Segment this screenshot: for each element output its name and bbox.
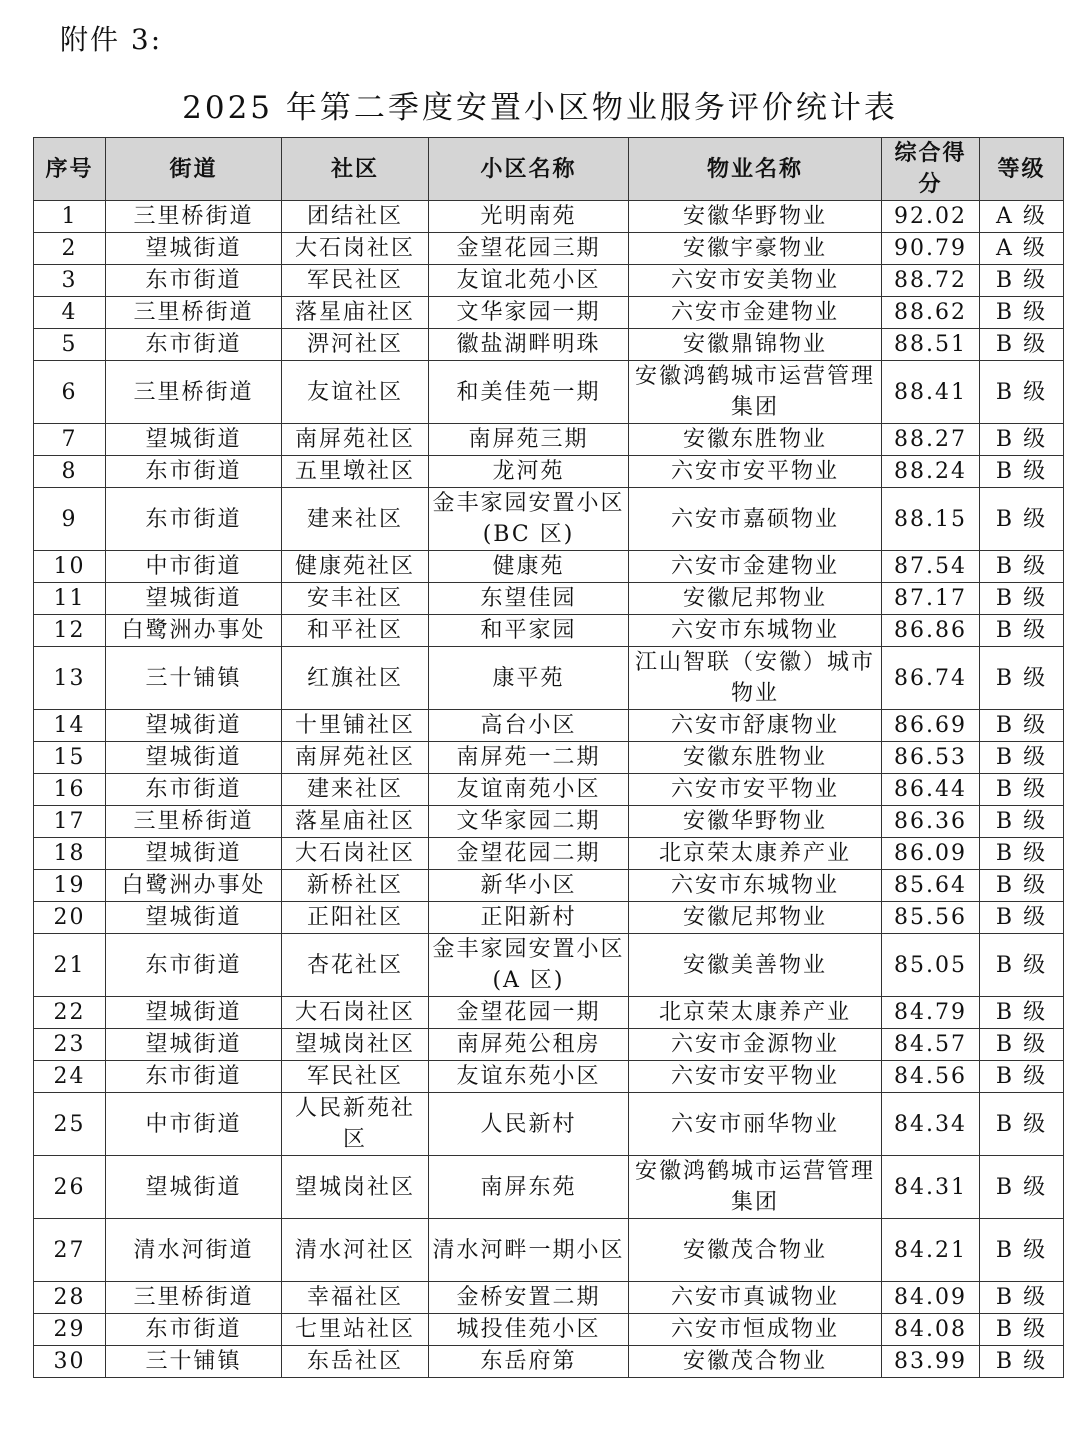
property-company-cell: 六安市东城物业	[629, 615, 882, 647]
estate-name-cell: 金桥安置二期	[429, 1282, 629, 1314]
property-company-cell: 安徽宇豪物业	[629, 233, 882, 265]
street-cell: 白鹭洲办事处	[106, 870, 282, 902]
estate-name-cell: 南屏苑公租房	[429, 1029, 629, 1061]
street-cell: 望城街道	[106, 997, 282, 1029]
table-row	[34, 583, 1064, 615]
row-index: 23	[34, 1029, 106, 1061]
street-cell: 白鹭洲办事处	[106, 615, 282, 647]
column-header: 物业名称	[629, 138, 882, 201]
score-cell: 83.99	[882, 1346, 980, 1378]
row-index: 21	[34, 934, 106, 997]
table-row	[34, 902, 1064, 934]
table-row	[34, 742, 1064, 774]
community-cell: 杏花社区	[282, 934, 429, 997]
grade-cell: B 级	[980, 806, 1064, 838]
score-cell: 88.15	[882, 488, 980, 551]
street-cell: 东市街道	[106, 774, 282, 806]
row-index: 17	[34, 806, 106, 838]
score-cell: 88.24	[882, 456, 980, 488]
street-cell: 三里桥街道	[106, 297, 282, 329]
property-company-cell: 六安市金建物业	[629, 297, 882, 329]
table-row	[34, 1314, 1064, 1346]
estate-name-cell: 清水河畔一期小区	[429, 1219, 629, 1282]
grade-cell: B 级	[980, 1093, 1064, 1156]
score-cell: 86.36	[882, 806, 980, 838]
grade-cell: B 级	[980, 488, 1064, 551]
table-row	[34, 647, 1064, 710]
score-cell: 86.44	[882, 774, 980, 806]
grade-cell: B 级	[980, 265, 1064, 297]
estate-name-cell: 南屏东苑	[429, 1156, 629, 1219]
row-index: 10	[34, 551, 106, 583]
street-cell: 三里桥街道	[106, 806, 282, 838]
table-row	[34, 233, 1064, 265]
street-cell: 东市街道	[106, 934, 282, 997]
row-index: 25	[34, 1093, 106, 1156]
property-company-cell: 北京荣太康养产业	[629, 997, 882, 1029]
row-index: 12	[34, 615, 106, 647]
property-company-cell: 安徽华野物业	[629, 201, 882, 233]
score-cell: 85.64	[882, 870, 980, 902]
street-cell: 东市街道	[106, 1061, 282, 1093]
score-cell: 84.57	[882, 1029, 980, 1061]
score-cell: 88.27	[882, 424, 980, 456]
grade-cell: B 级	[980, 647, 1064, 710]
table-row	[34, 201, 1064, 233]
property-company-cell: 六安市金建物业	[629, 551, 882, 583]
street-cell: 三十铺镇	[106, 647, 282, 710]
community-cell: 建来社区	[282, 488, 429, 551]
estate-name-cell: 和美佳苑一期	[429, 361, 629, 424]
table-row	[34, 615, 1064, 647]
estate-name-cell: 金望花园二期	[429, 838, 629, 870]
grade-cell: B 级	[980, 710, 1064, 742]
street-cell: 望城街道	[106, 1029, 282, 1061]
community-cell: 落星庙社区	[282, 806, 429, 838]
estate-name-cell: 友谊东苑小区	[429, 1061, 629, 1093]
row-index: 24	[34, 1061, 106, 1093]
community-cell: 五里墩社区	[282, 456, 429, 488]
street-cell: 东市街道	[106, 329, 282, 361]
estate-name-cell: 人民新村	[429, 1093, 629, 1156]
community-cell: 淠河社区	[282, 329, 429, 361]
grade-cell: B 级	[980, 1219, 1064, 1282]
property-company-cell: 安徽鸿鹤城市运营管理集团	[629, 1156, 882, 1219]
community-cell: 大石岗社区	[282, 233, 429, 265]
property-company-cell: 安徽茂合物业	[629, 1219, 882, 1282]
community-cell: 大石岗社区	[282, 838, 429, 870]
table-row	[34, 838, 1064, 870]
estate-name-cell: 金望花园一期	[429, 997, 629, 1029]
score-cell: 84.31	[882, 1156, 980, 1219]
grade-cell: B 级	[980, 456, 1064, 488]
score-cell: 84.79	[882, 997, 980, 1029]
community-cell: 正阳社区	[282, 902, 429, 934]
street-cell: 清水河街道	[106, 1219, 282, 1282]
table-row	[34, 329, 1064, 361]
row-index: 2	[34, 233, 106, 265]
row-index: 26	[34, 1156, 106, 1219]
table-row	[34, 488, 1064, 551]
property-company-cell: 六安市金源物业	[629, 1029, 882, 1061]
grade-cell: B 级	[980, 361, 1064, 424]
property-company-cell: 六安市安美物业	[629, 265, 882, 297]
row-index: 27	[34, 1219, 106, 1282]
community-cell: 红旗社区	[282, 647, 429, 710]
grade-cell: B 级	[980, 1061, 1064, 1093]
score-cell: 88.62	[882, 297, 980, 329]
table-row	[34, 870, 1064, 902]
community-cell: 健康苑社区	[282, 551, 429, 583]
score-cell: 88.51	[882, 329, 980, 361]
row-index: 7	[34, 424, 106, 456]
table-row	[34, 1346, 1064, 1378]
score-cell: 87.54	[882, 551, 980, 583]
community-cell: 安丰社区	[282, 583, 429, 615]
grade-cell: B 级	[980, 297, 1064, 329]
street-cell: 东市街道	[106, 488, 282, 551]
estate-name-cell: 徽盐湖畔明珠	[429, 329, 629, 361]
grade-cell: A 级	[980, 201, 1064, 233]
estate-name-cell: 新华小区	[429, 870, 629, 902]
row-index: 5	[34, 329, 106, 361]
table-row	[34, 997, 1064, 1029]
score-cell: 85.56	[882, 902, 980, 934]
community-cell: 大石岗社区	[282, 997, 429, 1029]
property-company-cell: 江山智联（安徽）城市物业	[629, 647, 882, 710]
score-cell: 84.21	[882, 1219, 980, 1282]
score-cell: 84.34	[882, 1093, 980, 1156]
grade-cell: A 级	[980, 233, 1064, 265]
row-index: 3	[34, 265, 106, 297]
grade-cell: B 级	[980, 551, 1064, 583]
community-cell: 南屏苑社区	[282, 424, 429, 456]
row-index: 4	[34, 297, 106, 329]
street-cell: 三里桥街道	[106, 201, 282, 233]
estate-name-cell: 南屏苑一二期	[429, 742, 629, 774]
row-index: 13	[34, 647, 106, 710]
community-cell: 七里站社区	[282, 1314, 429, 1346]
street-cell: 中市街道	[106, 551, 282, 583]
grade-cell: B 级	[980, 424, 1064, 456]
score-cell: 84.56	[882, 1061, 980, 1093]
grade-cell: B 级	[980, 1346, 1064, 1378]
column-header: 序号	[34, 138, 106, 201]
property-company-cell: 六安市安平物业	[629, 1061, 882, 1093]
grade-cell: B 级	[980, 838, 1064, 870]
table-row	[34, 297, 1064, 329]
table-row	[34, 551, 1064, 583]
estate-name-cell: 友谊北苑小区	[429, 265, 629, 297]
table-row	[34, 710, 1064, 742]
estate-name-cell: 正阳新村	[429, 902, 629, 934]
community-cell: 建来社区	[282, 774, 429, 806]
property-company-cell: 安徽美善物业	[629, 934, 882, 997]
community-cell: 幸福社区	[282, 1282, 429, 1314]
table-row	[34, 1093, 1064, 1156]
table-header-row	[34, 138, 1064, 201]
table-row	[34, 265, 1064, 297]
grade-cell: B 级	[980, 902, 1064, 934]
street-cell: 中市街道	[106, 1093, 282, 1156]
property-company-cell: 安徽鼎锦物业	[629, 329, 882, 361]
table-row	[34, 806, 1064, 838]
street-cell: 望城街道	[106, 424, 282, 456]
row-index: 15	[34, 742, 106, 774]
street-cell: 望城街道	[106, 1156, 282, 1219]
street-cell: 三十铺镇	[106, 1346, 282, 1378]
property-company-cell: 六安市嘉硕物业	[629, 488, 882, 551]
estate-name-cell: 南屏苑三期	[429, 424, 629, 456]
community-cell: 十里铺社区	[282, 710, 429, 742]
estate-name-cell: 和平家园	[429, 615, 629, 647]
community-cell: 望城岗社区	[282, 1029, 429, 1061]
community-cell: 新桥社区	[282, 870, 429, 902]
row-index: 30	[34, 1346, 106, 1378]
score-cell: 86.69	[882, 710, 980, 742]
row-index: 29	[34, 1314, 106, 1346]
property-company-cell: 安徽华野物业	[629, 806, 882, 838]
community-cell: 南屏苑社区	[282, 742, 429, 774]
estate-name-cell: 文华家园二期	[429, 806, 629, 838]
street-cell: 望城街道	[106, 742, 282, 774]
street-cell: 东市街道	[106, 456, 282, 488]
row-index: 11	[34, 583, 106, 615]
table-row	[34, 1156, 1064, 1219]
row-index: 20	[34, 902, 106, 934]
estate-name-cell: 友谊南苑小区	[429, 774, 629, 806]
grade-cell: B 级	[980, 1029, 1064, 1061]
property-company-cell: 六安市舒康物业	[629, 710, 882, 742]
property-company-cell: 六安市安平物业	[629, 456, 882, 488]
table-row	[34, 774, 1064, 806]
score-cell: 86.74	[882, 647, 980, 710]
column-header: 社区	[282, 138, 429, 201]
grade-cell: B 级	[980, 870, 1064, 902]
estate-name-cell: 健康苑	[429, 551, 629, 583]
property-company-cell: 安徽东胜物业	[629, 742, 882, 774]
property-company-cell: 六安市东城物业	[629, 870, 882, 902]
property-company-cell: 安徽尼邦物业	[629, 583, 882, 615]
street-cell: 三里桥街道	[106, 361, 282, 424]
column-header: 等级	[980, 138, 1064, 201]
property-company-cell: 安徽茂合物业	[629, 1346, 882, 1378]
street-cell: 望城街道	[106, 583, 282, 615]
score-cell: 85.05	[882, 934, 980, 997]
attachment-label: 附件 3:	[60, 23, 163, 56]
community-cell: 东岳社区	[282, 1346, 429, 1378]
property-company-cell: 六安市真诚物业	[629, 1282, 882, 1314]
table-row	[34, 361, 1064, 424]
table-row	[34, 456, 1064, 488]
property-company-cell: 安徽尼邦物业	[629, 902, 882, 934]
table-row	[34, 1282, 1064, 1314]
property-company-cell: 六安市安平物业	[629, 774, 882, 806]
score-cell: 87.17	[882, 583, 980, 615]
grade-cell: B 级	[980, 934, 1064, 997]
grade-cell: B 级	[980, 615, 1064, 647]
grade-cell: B 级	[980, 997, 1064, 1029]
row-index: 16	[34, 774, 106, 806]
grade-cell: B 级	[980, 1314, 1064, 1346]
street-cell: 望城街道	[106, 710, 282, 742]
community-cell: 军民社区	[282, 1061, 429, 1093]
estate-name-cell: 光明南苑	[429, 201, 629, 233]
row-index: 18	[34, 838, 106, 870]
grade-cell: B 级	[980, 742, 1064, 774]
row-index: 19	[34, 870, 106, 902]
evaluation-table	[33, 137, 1064, 1378]
community-cell: 望城岗社区	[282, 1156, 429, 1219]
row-index: 28	[34, 1282, 106, 1314]
property-company-cell: 六安市恒成物业	[629, 1314, 882, 1346]
grade-cell: B 级	[980, 1282, 1064, 1314]
community-cell: 团结社区	[282, 201, 429, 233]
table-row	[34, 424, 1064, 456]
street-cell: 望城街道	[106, 838, 282, 870]
score-cell: 84.08	[882, 1314, 980, 1346]
community-cell: 军民社区	[282, 265, 429, 297]
street-cell: 东市街道	[106, 265, 282, 297]
table-row	[34, 1219, 1064, 1282]
score-cell: 92.02	[882, 201, 980, 233]
grade-cell: B 级	[980, 774, 1064, 806]
page-title: 2025 年第二季度安置小区物业服务评价统计表	[182, 90, 898, 126]
score-cell: 88.72	[882, 265, 980, 297]
community-cell: 友谊社区	[282, 361, 429, 424]
table-row	[34, 1061, 1064, 1093]
row-index: 6	[34, 361, 106, 424]
grade-cell: B 级	[980, 583, 1064, 615]
estate-name-cell: 康平苑	[429, 647, 629, 710]
community-cell: 落星庙社区	[282, 297, 429, 329]
property-company-cell: 北京荣太康养产业	[629, 838, 882, 870]
row-index: 1	[34, 201, 106, 233]
score-cell: 86.53	[882, 742, 980, 774]
property-company-cell: 安徽鸿鹤城市运营管理集团	[629, 361, 882, 424]
street-cell: 三里桥街道	[106, 1282, 282, 1314]
property-company-cell: 安徽东胜物业	[629, 424, 882, 456]
estate-name-cell: 高台小区	[429, 710, 629, 742]
estate-name-cell: 东岳府第	[429, 1346, 629, 1378]
street-cell: 望城街道	[106, 233, 282, 265]
table-row	[34, 934, 1064, 997]
score-cell: 88.41	[882, 361, 980, 424]
row-index: 22	[34, 997, 106, 1029]
community-cell: 清水河社区	[282, 1219, 429, 1282]
estate-name-cell: 东望佳园	[429, 583, 629, 615]
row-index: 14	[34, 710, 106, 742]
estate-name-cell: 金丰家园安置小区(A 区)	[429, 934, 629, 997]
estate-name-cell: 龙河苑	[429, 456, 629, 488]
column-header: 综合得分	[882, 138, 980, 201]
estate-name-cell: 文华家园一期	[429, 297, 629, 329]
estate-name-cell: 金丰家园安置小区(BC 区)	[429, 488, 629, 551]
column-header: 小区名称	[429, 138, 629, 201]
estate-name-cell: 金望花园三期	[429, 233, 629, 265]
score-cell: 84.09	[882, 1282, 980, 1314]
table-body	[34, 201, 1064, 1378]
street-cell: 望城街道	[106, 902, 282, 934]
score-cell: 90.79	[882, 233, 980, 265]
property-company-cell: 六安市丽华物业	[629, 1093, 882, 1156]
community-cell: 人民新苑社区	[282, 1093, 429, 1156]
table-row	[34, 1029, 1064, 1061]
column-header: 街道	[106, 138, 282, 201]
score-cell: 86.86	[882, 615, 980, 647]
estate-name-cell: 城投佳苑小区	[429, 1314, 629, 1346]
community-cell: 和平社区	[282, 615, 429, 647]
row-index: 9	[34, 488, 106, 551]
score-cell: 86.09	[882, 838, 980, 870]
row-index: 8	[34, 456, 106, 488]
grade-cell: B 级	[980, 329, 1064, 361]
street-cell: 东市街道	[106, 1314, 282, 1346]
grade-cell: B 级	[980, 1156, 1064, 1219]
